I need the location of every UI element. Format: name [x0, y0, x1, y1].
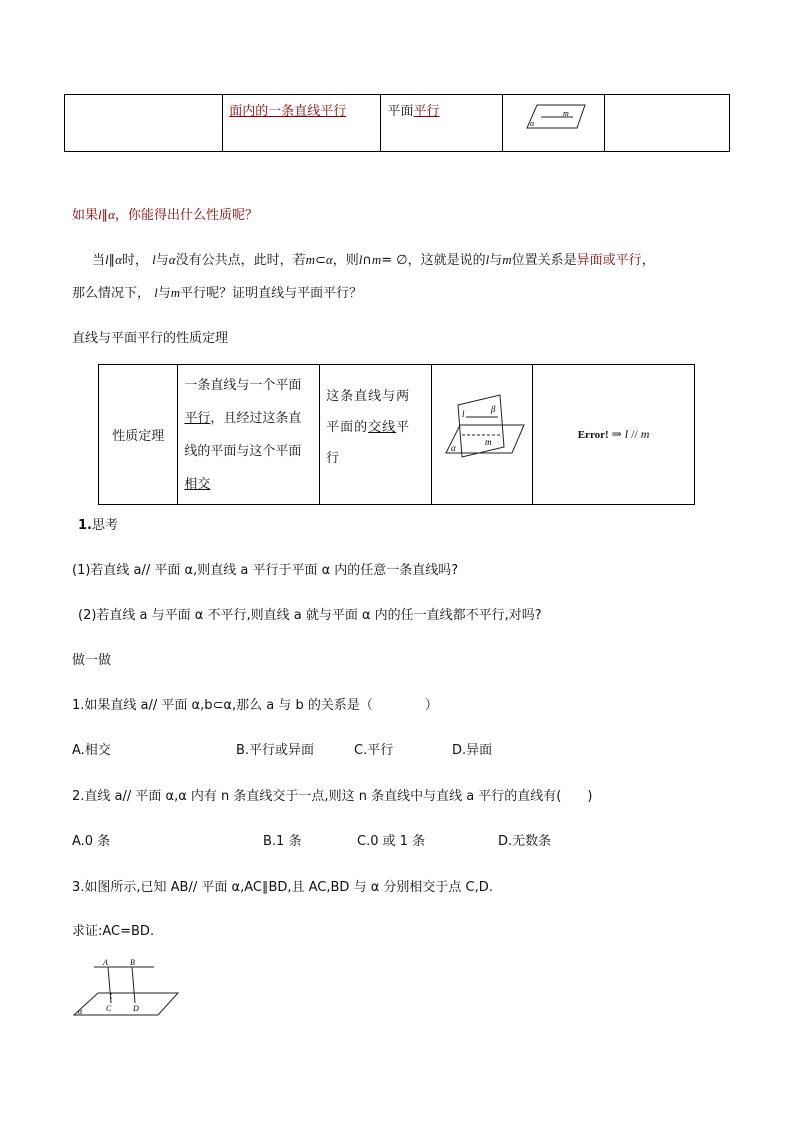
concl-line-1: 这条直线与两 — [326, 389, 411, 404]
theorem-condition-cell — [178, 365, 320, 505]
symbol-arrow: ⇒ — [608, 427, 625, 441]
section-heading: 直线与平面平行的性质定理 — [72, 331, 229, 346]
red-question-l: l — [98, 207, 102, 222]
top-table-col2-text: 面内的一条直线平行 — [229, 104, 347, 119]
q3-fig-b: B — [130, 958, 135, 967]
practice-q3: 3.如图所示,已知 AB// 平面 α,AC∥BD,且 AC,BD 与 α 分别相交于点 C,D. — [72, 880, 493, 895]
concl-line-2 — [326, 412, 425, 443]
para-p6: ⊂ — [314, 253, 326, 268]
theorem-symbol-cell — [533, 365, 695, 505]
plane-figure — [503, 95, 603, 151]
practice-q2: 2.直线 a// 平面 α,α 内有 n 条直线交于一点,则这 n 条直线中与直线 a 平行的直线有( ) — [72, 789, 593, 804]
red-question-alpha: α — [108, 207, 115, 222]
para-p1: 当 — [92, 253, 106, 268]
para-l2: l — [152, 252, 156, 267]
theorem-table — [98, 364, 695, 505]
fig-alpha-label: α — [450, 443, 456, 453]
think-title: 思考 — [91, 518, 118, 533]
para-line2-a: 那么情况下， — [72, 286, 155, 301]
cond-line-2-text: ，且经过这条直 — [210, 410, 302, 426]
red-question — [72, 204, 258, 223]
q3-fig-alpha: α — [78, 1007, 83, 1016]
q2-option-d: D.无数条 — [498, 834, 552, 849]
concl-line-2-a: 平面的 — [326, 420, 369, 435]
para-p12: ， — [641, 253, 655, 268]
cond-line-4 — [184, 468, 313, 501]
two-planes-figure — [432, 365, 532, 503]
cond-line-2 — [184, 402, 313, 435]
cond-line-1: 一条直线与一个平面 — [184, 377, 302, 393]
para-p4: 与 — [155, 253, 169, 268]
think-q2: (2)若直线 a 与平面 α 不平行,则直线 a 就与平面 α 内的任一直线都不平行,对吗? — [78, 608, 542, 623]
q2-option-c: C.0 或 1 条 — [357, 834, 426, 849]
para-m1: m — [305, 252, 315, 267]
para-m2: m — [371, 252, 382, 267]
theorem-figure-cell — [431, 365, 533, 505]
para-p11: 位置关系是 — [511, 253, 577, 268]
plane-m-label: m — [562, 109, 569, 118]
top-table-cell-5 — [604, 95, 729, 152]
symbol-m: m — [640, 427, 650, 441]
plane-alpha-label: α — [529, 119, 534, 128]
fig-beta-label: β — [490, 404, 496, 414]
q3-figure — [70, 955, 190, 1019]
red-question-par: ∥ — [101, 208, 109, 223]
symbol-l: l — [624, 427, 629, 441]
q3-fig-d: D — [133, 1004, 139, 1013]
red-question-pre: 如果 — [72, 208, 99, 223]
para-p10: 与 — [489, 253, 503, 268]
theorem-conclusion-cell — [320, 365, 432, 505]
theorem-label-cell — [99, 365, 178, 505]
practice-q1: 1.如果直线 a// 平面 α,b⊂α,那么 a 与 b 的关系是（ ） — [72, 698, 438, 713]
para-l5: l — [154, 285, 158, 300]
concl-line-2-b: 平 — [396, 420, 411, 435]
q1-option-c: C.平行 — [354, 743, 394, 758]
para-a2: α — [168, 252, 176, 267]
cond-underlined-intersect: 相交 — [184, 476, 211, 492]
cond-line-3: 线的平面与这个平面 — [184, 443, 302, 459]
q2-option-b: B.1 条 — [263, 834, 302, 849]
para-red-text: 异面或平行 — [576, 253, 642, 268]
q1-option-a: A.相交 — [72, 743, 111, 758]
para-m4: m — [170, 285, 181, 300]
concl-line-3: 行 — [326, 451, 341, 466]
para-l1: l — [105, 252, 109, 267]
practice-proof: 求证:AC=BD. — [72, 924, 155, 939]
para-l4: l — [485, 252, 490, 267]
symbol-parallel: // — [628, 427, 641, 441]
para-a3: α — [325, 252, 333, 267]
q1-option-d: D.异面 — [452, 743, 493, 758]
top-table-cell-3 — [381, 95, 502, 152]
think-q1: (1)若直线 a// 平面 α,则直线 a 平行于平面 α 内的任意一条直线吗? — [72, 563, 459, 578]
para-p5: 没有公共点，此时，若 — [175, 253, 306, 268]
practice-title: 做一做 — [72, 653, 112, 668]
top-table-col3-text: 平面 — [387, 104, 414, 119]
top-table-col3-underlined: 平行 — [413, 104, 440, 119]
paragraph-line-1 — [92, 249, 655, 268]
paragraph-line-2 — [72, 282, 362, 301]
q1-option-b: B.平行或异面 — [236, 743, 315, 758]
q3-fig-a: A — [103, 958, 108, 967]
para-line2-b: 与 — [157, 286, 171, 301]
top-table-cell-2 — [223, 95, 381, 152]
para-p7: ，则 — [332, 253, 359, 268]
think-number: 1. — [78, 518, 92, 533]
top-table-cell-1 — [65, 95, 223, 152]
concl-underlined-intersection-line: 交线 — [368, 420, 397, 435]
fig-m-label: m — [484, 437, 492, 447]
para-p2: ∥ — [108, 253, 116, 268]
cond-underlined-parallel: 平行 — [184, 410, 211, 426]
red-question-post: ，你能得出什么性质呢？ — [114, 208, 258, 223]
para-line2-c: 平行呢？证明直线与平面平行？ — [180, 286, 363, 301]
para-l3: l — [358, 252, 363, 267]
q2-option-a: A.0 条 — [72, 834, 111, 849]
top-table — [64, 94, 730, 152]
theorem-label: 性质定理 — [112, 429, 165, 444]
para-p3: 时， — [121, 253, 153, 268]
para-p8: ∩ — [362, 253, 372, 268]
para-p9: = ∅，这就是说的 — [381, 253, 486, 268]
para-m3: m — [502, 252, 512, 267]
para-a1: α — [115, 252, 122, 267]
think-heading — [78, 514, 118, 533]
symbol-error: Error! — [577, 429, 609, 441]
q3-fig-c: C — [106, 1004, 112, 1013]
top-table-cell-4 — [502, 95, 604, 152]
fig-l-label: l — [461, 409, 465, 419]
